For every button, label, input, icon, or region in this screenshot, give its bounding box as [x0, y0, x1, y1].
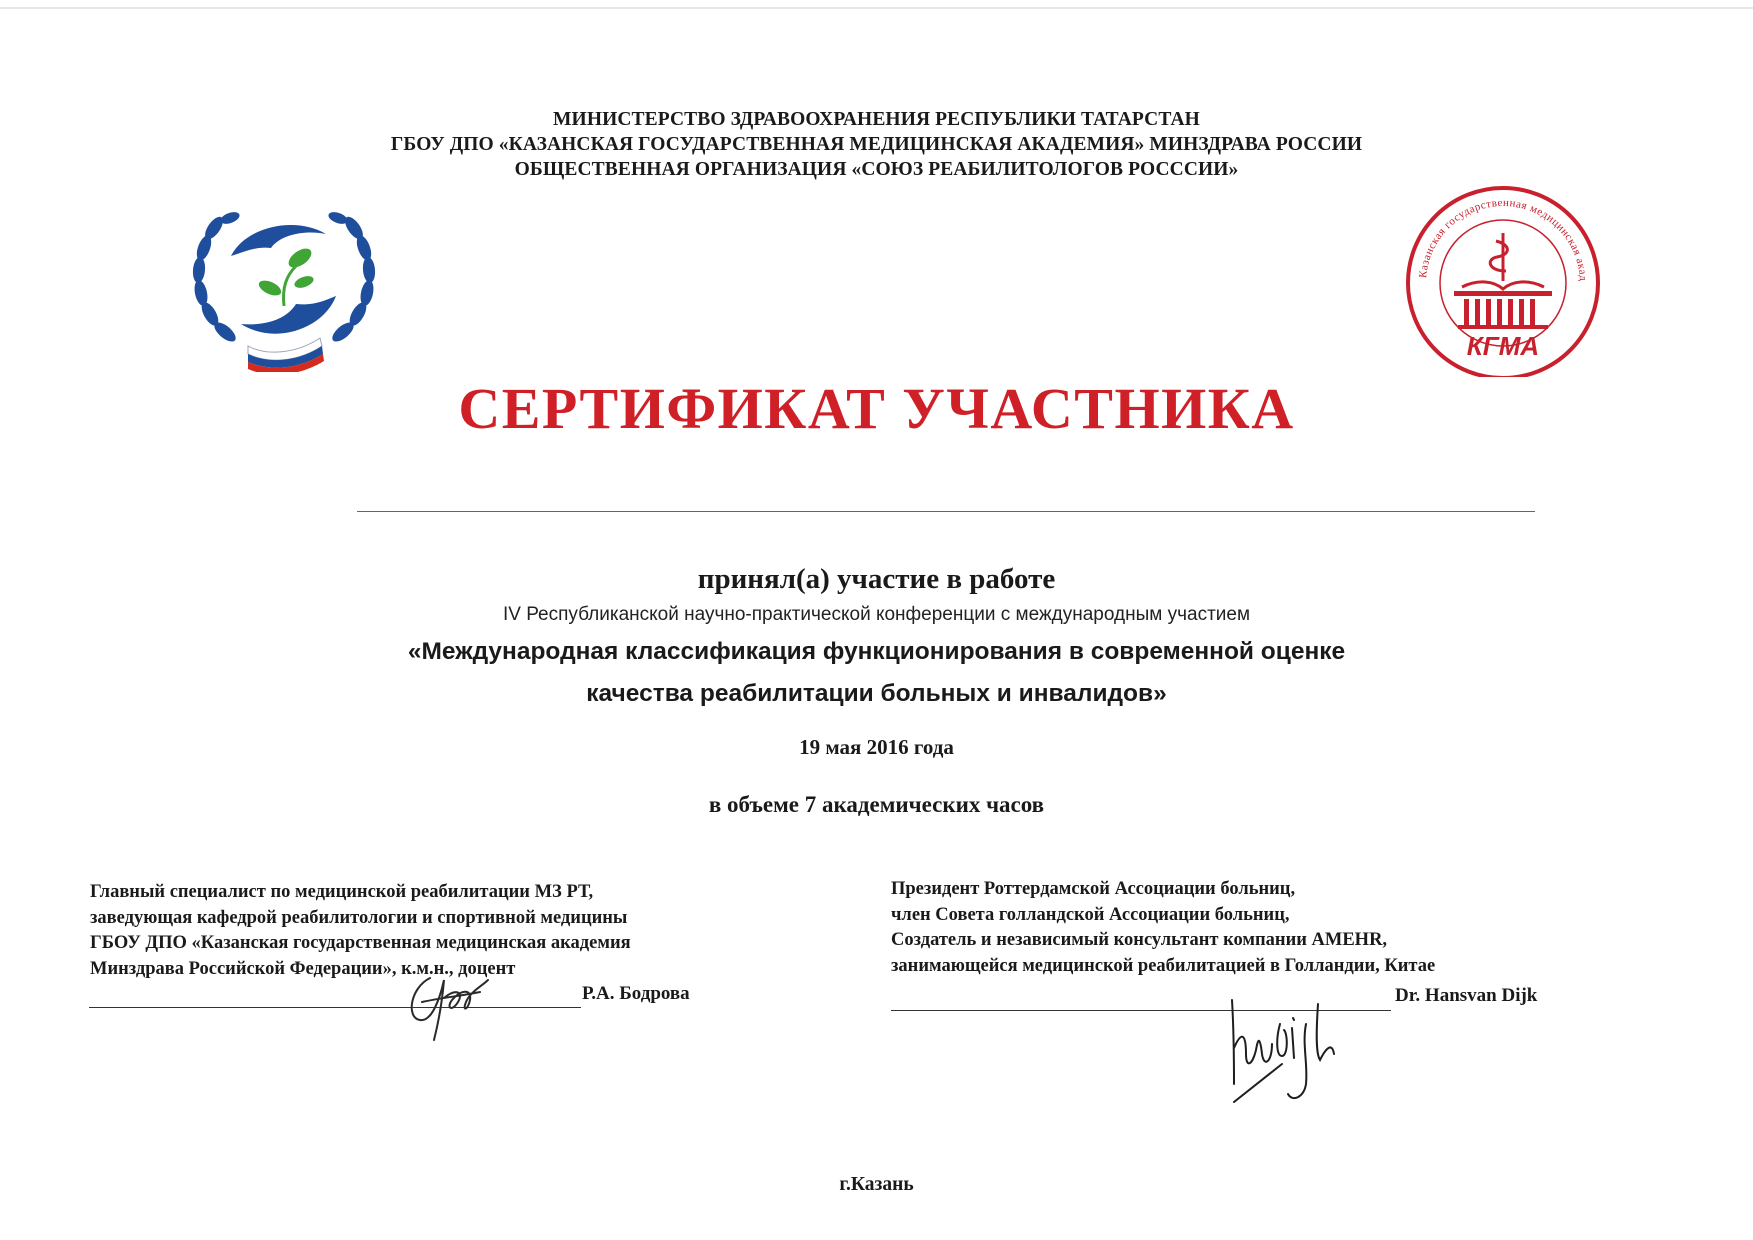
header-union: ОБЩЕСТВЕННАЯ ОРГАНИЗАЦИЯ «СОЮЗ РЕАБИЛИТОЛОГОВ РОСССИИ»	[514, 159, 1239, 180]
certificate-title: СЕРТИФИКАТ УЧАСТНИКА	[458, 376, 1295, 441]
conference-title-line1: «Международная классификация функционирования в современной оценке	[407, 638, 1346, 665]
kgma-seal-icon	[1402, 183, 1604, 377]
conference-date: 19 мая 2016 года	[799, 735, 954, 759]
signatory-right-line4: занимающейся медицинской реабилитацией в Голландии, Китае	[891, 955, 1436, 976]
signatory-right-line3: Создатель и независимый консультант компании AMEHR,	[891, 930, 1388, 950]
conference-intro: IV Республиканской научно-практической конференции с международным участием	[502, 604, 1251, 625]
signature-left-icon	[400, 958, 500, 1048]
signature-right-icon	[1222, 994, 1340, 1106]
svg-text:Казанская государственная меди: Казанская государственная медицинская акад	[1417, 196, 1590, 282]
header-academy: ГБОУ ДПО «КАЗАНСКАЯ ГОСУДАРСТВЕННАЯ МЕДИЦИНСКАЯ АКАДЕМИЯ» МИНЗДРАВА РОССИИ	[390, 134, 1363, 155]
signatory-left-name: Р.А. Бодрова	[582, 983, 690, 1004]
signatory-right-line1: Президент Роттердамской Ассоциации больниц,	[891, 879, 1296, 899]
rehabilitation-union-emblem-icon	[186, 196, 382, 372]
conference-title-line2: качества реабилитации больных и инвалидов»	[586, 680, 1167, 707]
kgma-seal	[1402, 183, 1604, 377]
svg-text:КГМА: КГМА	[1466, 331, 1540, 361]
header-ministry: МИНИСТЕРСТВО ЗДРАВООХРАНЕНИЯ РЕСПУБЛИКИ ТАТАРСТАН	[553, 109, 1200, 130]
signature-line-left	[89, 1007, 581, 1008]
signatory-right-title	[891, 877, 1435, 979]
signatory-right-line2: член Совета голландской Ассоциации больниц,	[891, 904, 1290, 925]
title-divider	[357, 511, 1535, 512]
signatory-left-title	[90, 880, 631, 982]
signatory-left-line1: Главный специалист по медицинской реабилитации МЗ РТ,	[90, 882, 594, 902]
scan-edge	[0, 0, 1753, 30]
conference-title	[0, 631, 1753, 715]
participation-statement: принял(а) участие в работе	[697, 563, 1056, 595]
issuer-header	[0, 107, 1753, 182]
academic-hours: в объеме 7 академических часов	[708, 792, 1045, 817]
signatory-right-name: Dr. Hansvan Dijk	[1395, 985, 1538, 1006]
signatory-left-line2: заведующая кафедрой реабилитологии и спортивной медицины	[90, 907, 628, 928]
signatory-left-line4: Минздрава Российской Федерации», к.м.н., доцент	[90, 958, 516, 979]
issue-city: г.Казань	[839, 1174, 914, 1195]
signatory-left-line3: ГБОУ ДПО «Казанская государственная медицинская академия	[90, 933, 631, 953]
